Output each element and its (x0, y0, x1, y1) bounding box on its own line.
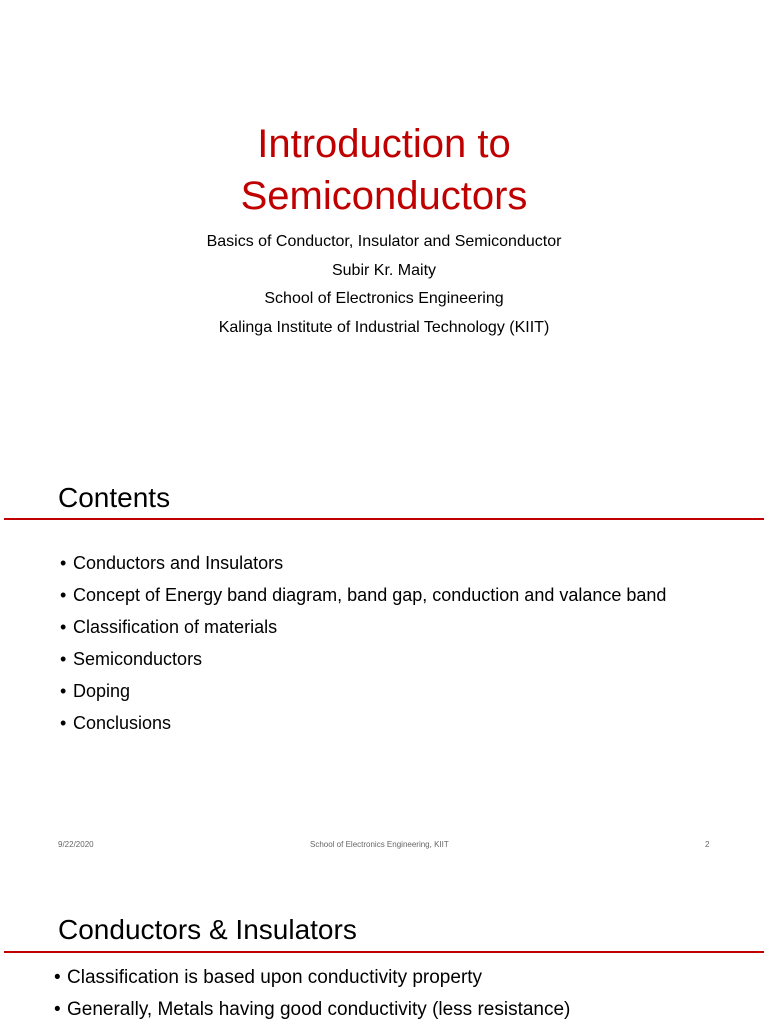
slide-title: Contents (58, 482, 171, 513)
list-item: • Conclusions (60, 713, 172, 733)
title-divider (4, 518, 764, 520)
bullet-icon: • (60, 585, 67, 605)
list-item: • Conductors and Insulators (60, 553, 284, 573)
slide-title (0, 118, 768, 222)
footer-center: School of Electronics Engineering, KIIT (310, 840, 449, 849)
bullet-icon: • (54, 999, 61, 1020)
title-divider (4, 951, 764, 953)
subtitle-school: School of Electronics Engineering (264, 290, 504, 307)
footer-date: 9/22/2020 (58, 840, 94, 849)
conductors-insulators-slide (0, 888, 768, 1024)
list-item: • Classification is based upon conductivity property (54, 967, 483, 988)
list-item: • Generally, Metals having good conductivity (less resistance) (54, 999, 571, 1020)
bullet-icon: • (60, 553, 67, 573)
list-item: • Concept of Energy band diagram, band gap, conduction and valance band (60, 585, 667, 605)
subtitle-institute: Kalinga Institute of Industrial Technology (KIIT) (218, 318, 550, 336)
bullet-icon: • (60, 713, 67, 733)
list-item: • Semiconductors (60, 649, 203, 669)
subtitle-author: Subir Kr. Maity (331, 261, 437, 279)
bullet-icon: • (60, 649, 67, 669)
title-line-2: Semiconductors (240, 174, 528, 218)
title-slide (0, 0, 768, 432)
list-item: • Doping (60, 681, 131, 701)
title-line-1: Introduction to (257, 122, 511, 166)
slide-title: Conductors & Insulators (58, 914, 357, 945)
bullet-list (52, 966, 712, 1030)
bullet-icon: • (54, 967, 61, 988)
page-number: 2 (705, 840, 710, 849)
subtitle-topic: Basics of Conductor, Insulator and Semiconductor (206, 233, 562, 250)
contents-slide (0, 456, 768, 864)
list-item: • Classification of materials (60, 617, 278, 637)
bullet-icon: • (60, 681, 67, 701)
bullet-icon: • (60, 617, 67, 637)
slide-subtitle (0, 228, 768, 342)
contents-list (58, 551, 718, 743)
